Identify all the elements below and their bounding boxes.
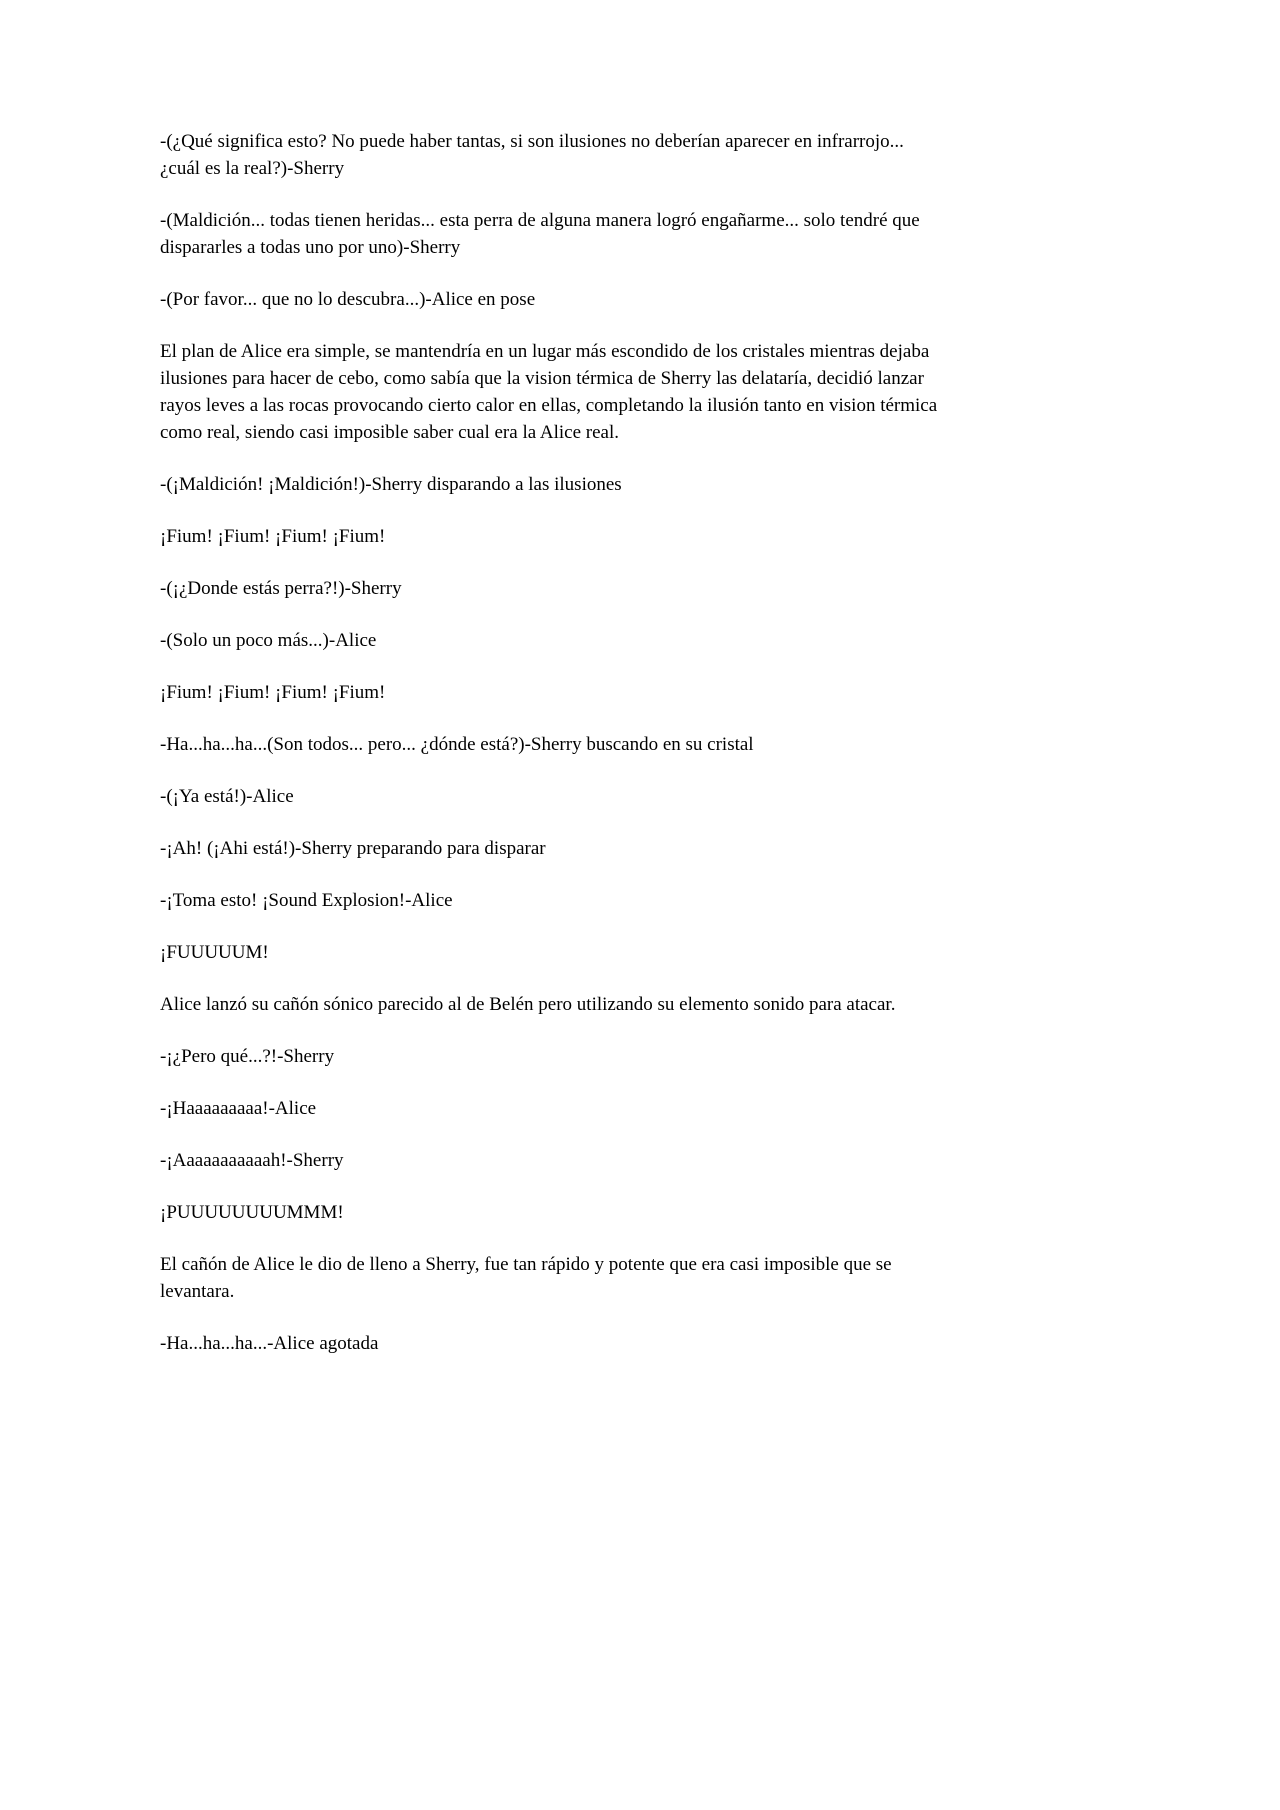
paragraph: ¡Fium! ¡Fium! ¡Fium! ¡Fium! — [160, 682, 386, 703]
paragraph: -¡Haaaaaaaaa!-Alice — [160, 1098, 317, 1119]
paragraph: ¡FUUUUUM! — [160, 942, 269, 963]
paragraph: -¡Ah! (¡Ahi está!)-Sherry preparando para disparar — [160, 838, 546, 859]
paragraph: -(¿Qué significa esto? No puede haber tantas, si son ilusiones no deberían aparecer en infrarrojo... ¿cuál es la real?)-Sherry — [160, 131, 904, 179]
paragraph: -Ha...ha...ha...-Alice agotada — [160, 1333, 379, 1354]
paragraph: El cañón de Alice le dio de lleno a Sherry, fue tan rápido y potente que era casi imposible que se levantara. — [160, 1254, 892, 1302]
document-text-block — [160, 128, 938, 1382]
paragraph: ¡Fium! ¡Fium! ¡Fium! ¡Fium! — [160, 526, 386, 547]
paragraph: -¡Aaaaaaaaaaah!-Sherry — [160, 1150, 344, 1171]
paragraph: -(Maldición... todas tienen heridas... esta perra de alguna manera logró engañarme... solo tendré que dispararles a todas uno por uno)-Sherry — [160, 210, 920, 258]
paragraph: -¡Toma esto! ¡Sound Explosion!-Alice — [160, 890, 453, 911]
paragraph: -(Por favor... que no lo descubra...)-Alice en pose — [160, 289, 536, 310]
paragraph: -(¡¿Donde estás perra?!)-Sherry — [160, 578, 402, 599]
paragraph: ¡PUUUUUUUUMMM! — [160, 1202, 344, 1223]
paragraph: -(Solo un poco más...)-Alice — [160, 630, 377, 651]
paragraph: El plan de Alice era simple, se mantendría en un lugar más escondido de los cristales mientras dejaba ilusiones para hacer de cebo, como sabía que la vision térmica de Sherry las delataría, decidió lanzar rayos leves a las rocas provocando cierto calor en ellas, completando la ilusión tanto en vision térmica como real, siendo casi imposible saber cual era la Alice real. — [160, 341, 938, 443]
paragraph: -(¡Maldición! ¡Maldición!)-Sherry disparando a las ilusiones — [160, 474, 622, 495]
paragraph: -¡¿Pero qué...?!-Sherry — [160, 1046, 335, 1067]
paragraph: -(¡Ya está!)-Alice — [160, 786, 294, 807]
paragraph: Alice lanzó su cañón sónico parecido al de Belén pero utilizando su elemento sonido para atacar. — [160, 994, 896, 1015]
paragraph: -Ha...ha...ha...(Son todos... pero... ¿dónde está?)-Sherry buscando en su cristal — [160, 734, 754, 755]
